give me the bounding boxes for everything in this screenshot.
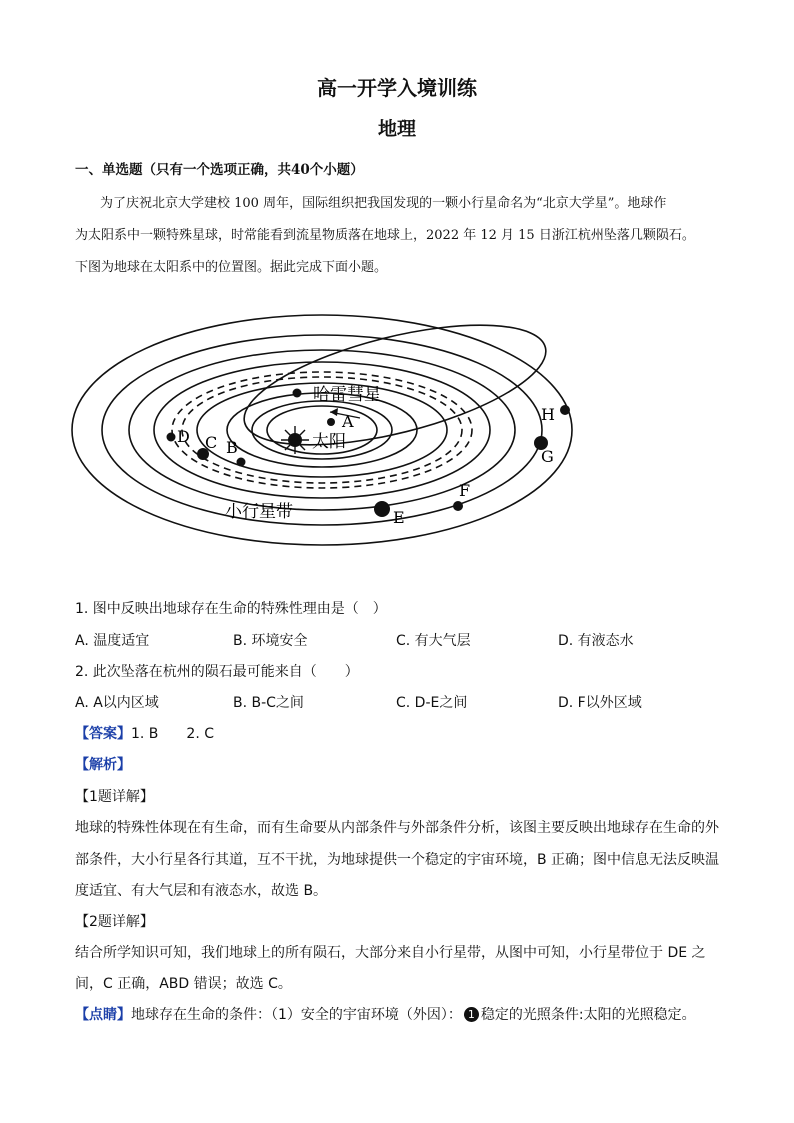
- answer-text: 1. B 2. C: [131, 726, 214, 742]
- planet-e-label: E: [393, 508, 405, 527]
- detail-1-tag: 【1题详解】: [75, 789, 154, 805]
- intro-line-2: 为太阳系中一颗特殊星球，时常能看到流星物质落在地球上，2022 年 12 月 15 日浙江杭州坠落几颗陨石。: [75, 228, 695, 243]
- subject-title: 地理: [377, 118, 416, 140]
- planet-d-label: D: [177, 427, 190, 446]
- intro-line-1: 为了庆祝北京大学建校 100 周年，国际组织把我国发现的一颗小行星命名为“北京大学星”。地球作: [100, 196, 667, 211]
- question-2-option-a: A. A以内区域: [75, 695, 159, 711]
- question-2-stem: 2. 此次坠落在杭州的陨石最可能来自（ ）: [75, 664, 359, 680]
- question-1-option-a: A. 温度适宜: [75, 633, 150, 649]
- answer-row: [75, 723, 214, 743]
- halley-comet-dot: [293, 389, 302, 398]
- detail-1-line-2: 部条件，大小行星各行其道，互不干扰，为地球提供一个稳定的宇宙环境，B 正确；图中信息无法反映温: [75, 852, 720, 868]
- question-1-option-c: C. 有大气层: [396, 633, 471, 649]
- planet-c-label: C: [205, 433, 218, 452]
- tips-text: 地球存在生命的条件：（1）安全的宇宙环境（外因）：: [131, 1007, 462, 1023]
- tips-row: [75, 1004, 696, 1024]
- detail-2-line-1: 结合所学知识可知，我们地球上的所有陨石，大部分来自小行星带，从图中可知，小行星带位于 DE 之: [75, 945, 706, 961]
- solar-system-figure: [60, 290, 580, 560]
- planet-e-dot: [374, 501, 390, 517]
- question-1-option-d: D. 有液态水: [558, 633, 634, 649]
- planet-b-dot: [237, 458, 246, 467]
- planet-a-dot: [327, 418, 335, 426]
- halley-label: 哈雷彗星: [313, 385, 381, 405]
- question-2-option-c: C. D-E之间: [396, 695, 468, 711]
- planet-h-dot: [560, 405, 570, 415]
- planet-f-dot: [453, 501, 463, 511]
- page-title: 高一开学入境训练: [317, 76, 477, 100]
- analysis-tag: 【解析】: [75, 757, 131, 773]
- planet-f-label: F: [459, 481, 471, 500]
- planet-b-label: B: [226, 438, 238, 457]
- intro-line-3: 下图为地球在太阳系中的位置图。据此完成下面小题。: [75, 260, 388, 275]
- asteroid-belt-label: 小行星带: [225, 502, 293, 522]
- question-1-stem: 1. 图中反映出地球存在生命的特殊性理由是（ ）: [75, 601, 387, 617]
- question-2-option-d: D. F以外区域: [558, 695, 642, 711]
- question-2-option-b: B. B-C之间: [233, 695, 304, 711]
- section-heading: 一、单选题（只有一个选项正确，共40个小题）: [75, 162, 364, 178]
- planet-d-dot: [167, 433, 176, 442]
- tips-text-2: 稳定的光照条件:太阳的光照稳定。: [480, 1007, 696, 1023]
- arrow-head-icon: [330, 408, 338, 416]
- planet-g-label: G: [541, 447, 554, 466]
- sun-label: 太阳: [312, 432, 346, 452]
- planet-a-label: A: [342, 412, 354, 431]
- detail-2-tag: 【2题详解】: [75, 914, 154, 930]
- planet-h-label: H: [541, 405, 555, 424]
- tips-tag: 【点睛】: [75, 1007, 131, 1023]
- detail-1-line-1: 地球的特殊性体现在有生命，而有生命要从内部条件与外部条件分析，该图主要反映出地球存在生命的外: [75, 820, 719, 836]
- answer-tag: 【答案】: [75, 726, 131, 742]
- detail-1-line-3: 度适宜、有大气层和有液态水，故选 B。: [75, 883, 328, 899]
- detail-2-line-2: 间，C 正确，ABD 错误；故选 C。: [75, 976, 292, 992]
- question-1-option-b: B. 环境安全: [233, 633, 308, 649]
- orbit-g: [102, 335, 542, 525]
- sun-icon: [281, 426, 309, 454]
- circled-number-icon: 1: [464, 1007, 479, 1022]
